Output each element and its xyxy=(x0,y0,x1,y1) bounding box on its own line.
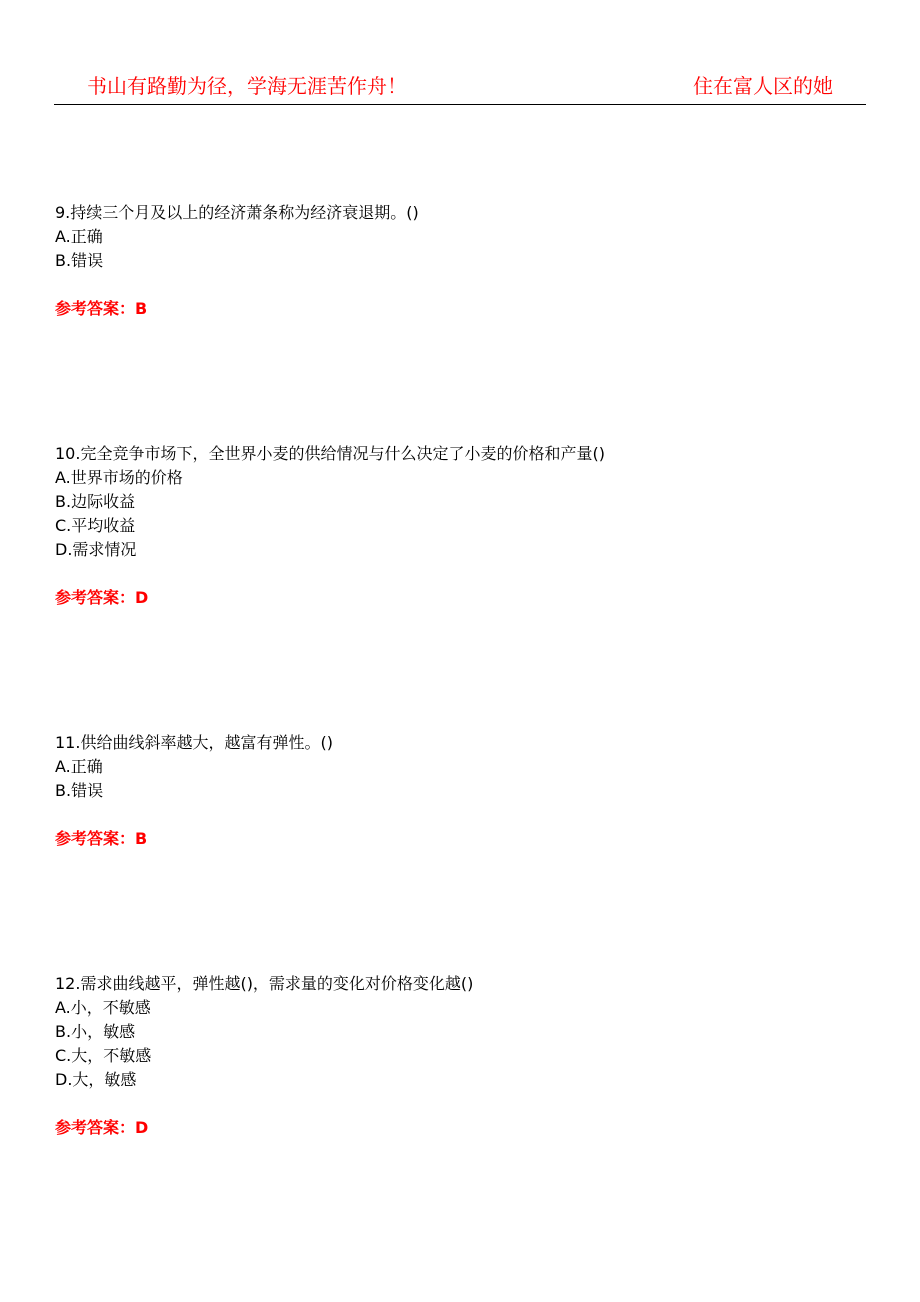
answer-value: D xyxy=(135,588,149,607)
answer-value: B xyxy=(135,299,148,318)
question-10 xyxy=(55,442,865,610)
question-9 xyxy=(55,201,865,321)
reference-answer xyxy=(55,586,865,610)
page-header xyxy=(54,70,866,105)
option-c: C.大，不敏感 xyxy=(55,1046,152,1065)
answer-label: 参考答案： xyxy=(55,299,136,318)
option-a: A.正确 xyxy=(55,757,103,776)
option-d: D.大，敏感 xyxy=(55,1070,137,1089)
header-author: 住在富人区的她 xyxy=(693,74,833,98)
answer-label: 参考答案： xyxy=(55,588,136,607)
option-b: B.错误 xyxy=(55,251,104,270)
answer-value: D xyxy=(135,1118,149,1137)
answer-label: 参考答案： xyxy=(55,829,136,848)
option-b: B.小，敏感 xyxy=(55,1022,136,1041)
option-a: A.小，不敏感 xyxy=(55,998,151,1017)
answer-value: B xyxy=(135,829,148,848)
option-b: B.错误 xyxy=(55,781,104,800)
question-text: 10.完全竞争市场下，全世界小麦的供给情况与什么决定了小麦的价格和产量() xyxy=(55,444,605,463)
header-motto: 书山有路勤为径，学海无涯苦作舟！ xyxy=(87,74,407,98)
question-text: 9.持续三个月及以上的经济萧条称为经济衰退期。() xyxy=(55,203,419,222)
option-b: B.边际收益 xyxy=(55,492,136,511)
answer-label: 参考答案： xyxy=(55,1118,136,1137)
question-text: 12.需求曲线越平，弹性越()，需求量的变化对价格变化越() xyxy=(55,974,474,993)
reference-answer xyxy=(55,1116,865,1140)
reference-answer xyxy=(55,827,865,851)
reference-answer xyxy=(55,297,865,321)
question-11 xyxy=(55,731,865,851)
option-c: C.平均收益 xyxy=(55,516,136,535)
question-text: 11.供给曲线斜率越大，越富有弹性。() xyxy=(55,733,333,752)
option-a: A.世界市场的价格 xyxy=(55,468,183,487)
option-a: A.正确 xyxy=(55,227,103,246)
question-12 xyxy=(55,972,865,1140)
option-d: D.需求情况 xyxy=(55,540,137,559)
